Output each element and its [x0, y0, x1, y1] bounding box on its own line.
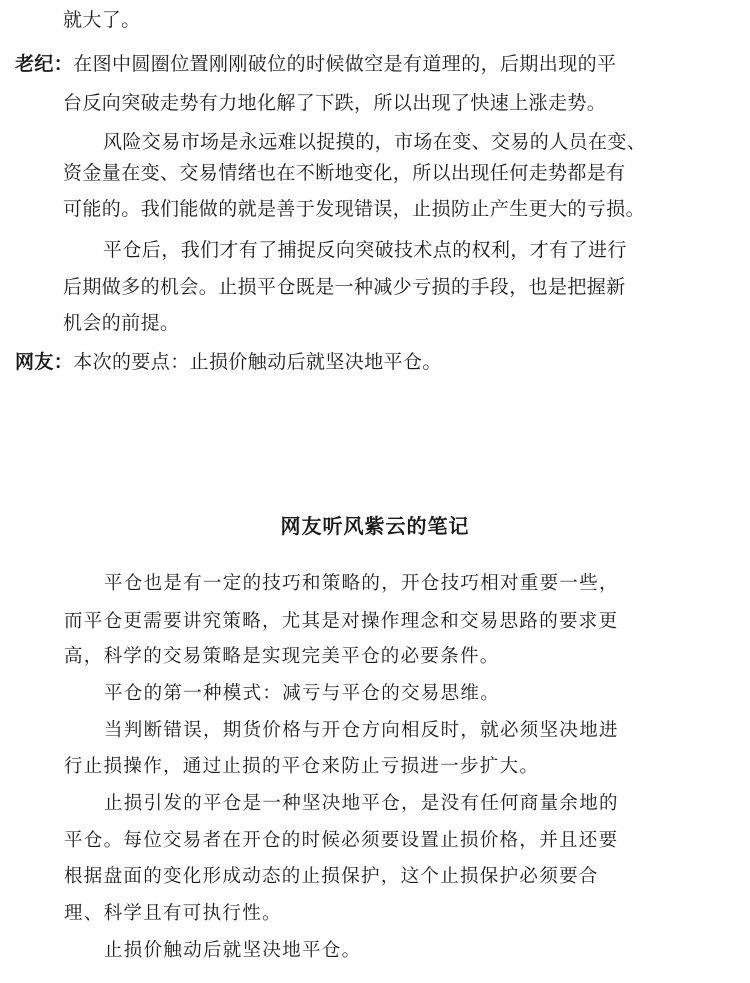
text-line: 而平仓更需要讲究策略，尤其是对操作理念和交易思路的要求更: [64, 611, 619, 632]
text-line: 行止损操作，通过止损的平仓来防止亏损进一步扩大。: [64, 756, 540, 777]
text-line: 理、科学且有可执行性。: [64, 903, 282, 924]
text-line: 平仓。每位交易者在开仓的时候必须要设置止损价格，并且还要: [64, 830, 619, 851]
text-line: 高，科学的交易策略是实现完美平仓的必要条件。: [64, 646, 500, 667]
text-line: 本次的要点：止损价触动后就坚决地平仓。: [73, 351, 442, 373]
text-line: 根据盘面的变化形成动态的止损保护，这个止损保护必须要合: [64, 866, 599, 887]
text-line: 平仓也是有一定的技巧和策略的，开仓技巧相对重要一些，: [104, 573, 619, 594]
section-title: 网友听风紫云的笔记: [280, 514, 470, 538]
text-line: 在图中圆圈位置刚刚破位的时候做空是有道理的，后期出现的平: [73, 53, 617, 75]
text-line: 机会的前提。: [63, 312, 180, 334]
text-line: 就大了。: [63, 9, 141, 31]
text-line: 可能的。我们能做的就是善于发现错误，止损防止产生更大的亏损。: [63, 198, 646, 220]
dialogue-line: [15, 52, 616, 76]
text-line: 资金量在变、交易情绪也在不断地变化，所以出现任何走势都是有: [63, 162, 626, 184]
text-line: 平仓后，我们才有了捕捉反向突破技术点的权利，才有了进行: [103, 239, 627, 261]
speaker-name: 老纪：: [15, 53, 74, 75]
speaker-name: 网友：: [15, 351, 74, 373]
text-line: 止损引发的平仓是一种坚决地平仓，是没有任何商量余地的: [104, 793, 619, 814]
text-line: 台反向突破走势有力地化解了下跌，所以出现了快速上涨走势。: [63, 92, 607, 114]
text-line: 止损价触动后就坚决地平仓。: [104, 940, 362, 961]
text-line: 当判断错误，期货价格与开仓方向相反时，就必须坚决地进: [104, 720, 619, 741]
text-line: 风险交易市场是永远难以捉摸的，市场在变、交易的人员在变、: [103, 131, 647, 153]
dialogue-line: [15, 350, 442, 374]
text-line: 后期做多的机会。止损平仓既是一种减少亏损的手段，也是把握新: [63, 276, 626, 298]
text-line: 平仓的第一种模式：减亏与平仓的交易思维。: [104, 683, 501, 704]
